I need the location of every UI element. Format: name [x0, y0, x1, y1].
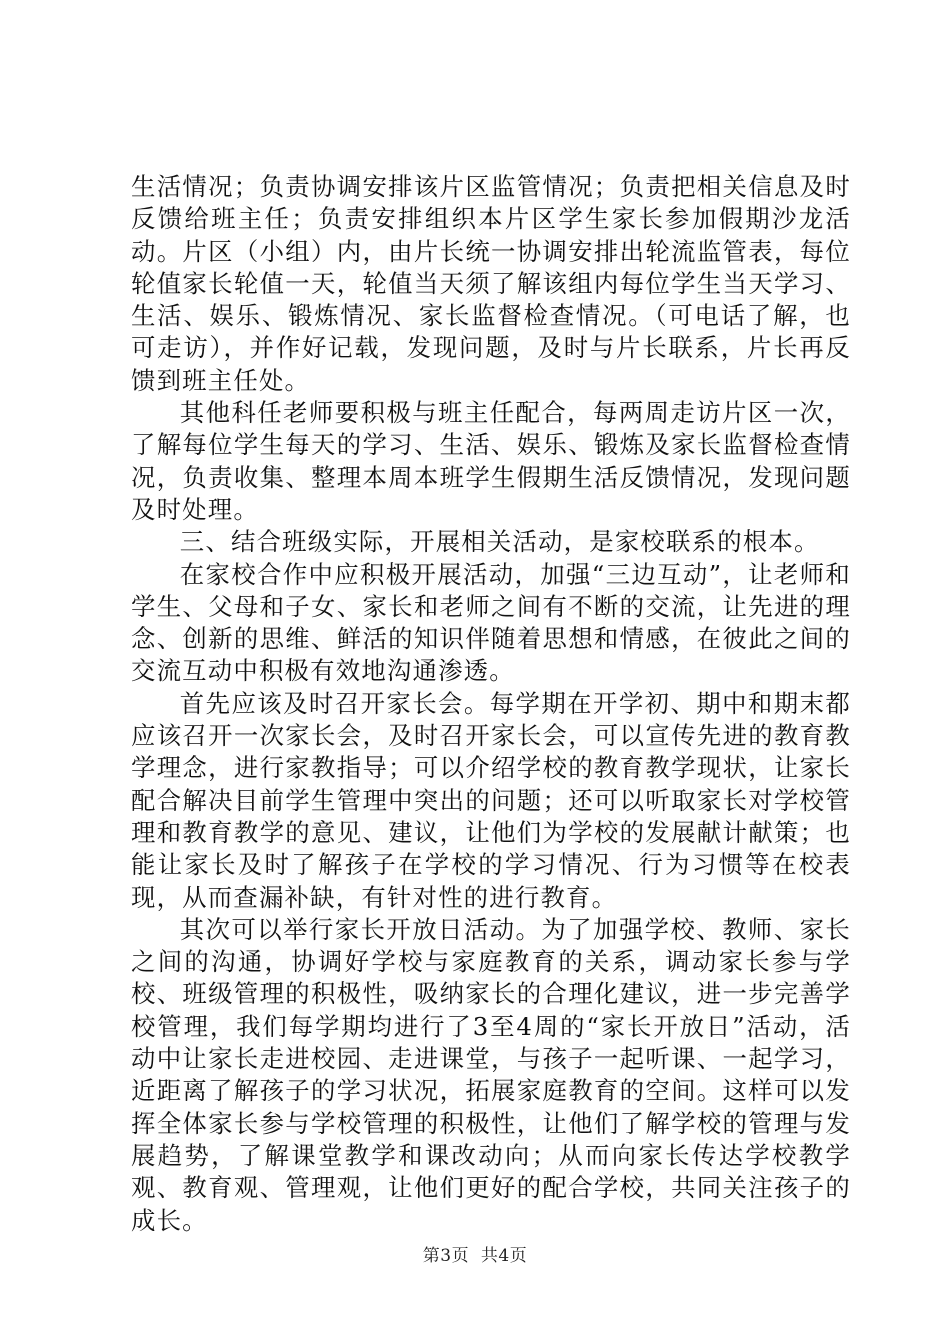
document-body	[131, 171, 851, 1237]
paragraph-2: 其他科任老师要积极与班主任配合，每两周走访片区一次，了解每位学生每天的学习、生活、娱乐、锻炼及家长监督检查情况，负责收集、整理本周本班学生假期生活反馈情况，发现问题及时处理。	[131, 398, 851, 524]
paragraph-4: 在家校合作中应积极开展活动，加强“三边互动”，让老师和学生、父母和子女、家长和老师之间有不断的交流，让先进的理念、创新的思维、鲜活的知识伴随着思想和情感，在彼此之间的交流互动中积极有效地沟通渗透。	[131, 559, 851, 686]
section-heading-3: 三、结合班级实际，开展相关活动，是家校联系的根本。	[179, 527, 820, 557]
page-footer	[0, 1241, 950, 1266]
paragraph-6: 其次可以举行家长开放日活动。为了加强学校、教师、家长之间的沟通，协调好学校与家庭教育的关系，调动家长参与学校、班级管理的积极性，吸纳家长的合理化建议，进一步完善学校管理，我们每学期均进行了3至4周的“家长开放日”活动，活动中让家长走进校园、走进课堂，与孩子一起听课、一起学习，近距离了解孩子的学习状况，拓展家庭教育的空间。这样可以发挥全体家长参与学校管理的积极性，让他们了解学校的管理与发展趋势，了解课堂教学和课改动向；从而向家长传达学校教学观、教育观、管理观，让他们更好的配合学校，共同关注孩子的成长。	[131, 914, 851, 1235]
page-number: 第3页	[422, 1246, 470, 1266]
paragraph-5: 首先应该及时召开家长会。每学期在开学初、期中和期末都应该召开一次家长会，及时召开家长会，可以宣传先进的教育教学理念，进行家教指导；可以介绍学校的教育教学现状，让家长配合解决目前学生管理中突出的问题；还可以听取家长对学校管理和教育教学的意见、建议，让他们为学校的发展献计献策；也能让家长及时了解孩子在学校的学习情况、行为习惯等在校表现，从而查漏补缺，有针对性的进行教育。	[131, 688, 851, 912]
page-total: 共4页	[480, 1246, 528, 1266]
paragraph-1: 生活情况；负责协调安排该片区监管情况；负责把相关信息及时反馈给班主任；负责安排组织本片区学生家长参加假期沙龙活动。片区（小组）内，由片长统一协调安排出轮流监管表，每位轮值家长轮值一天，轮值当天须了解该组内每位学生当天学习、生活、娱乐、锻炼情况、家长监督检查情况。（可电话了解，也可走访），并作好记载，发现问题，及时与片长联系，片长再反馈到班主任处。	[131, 172, 851, 395]
